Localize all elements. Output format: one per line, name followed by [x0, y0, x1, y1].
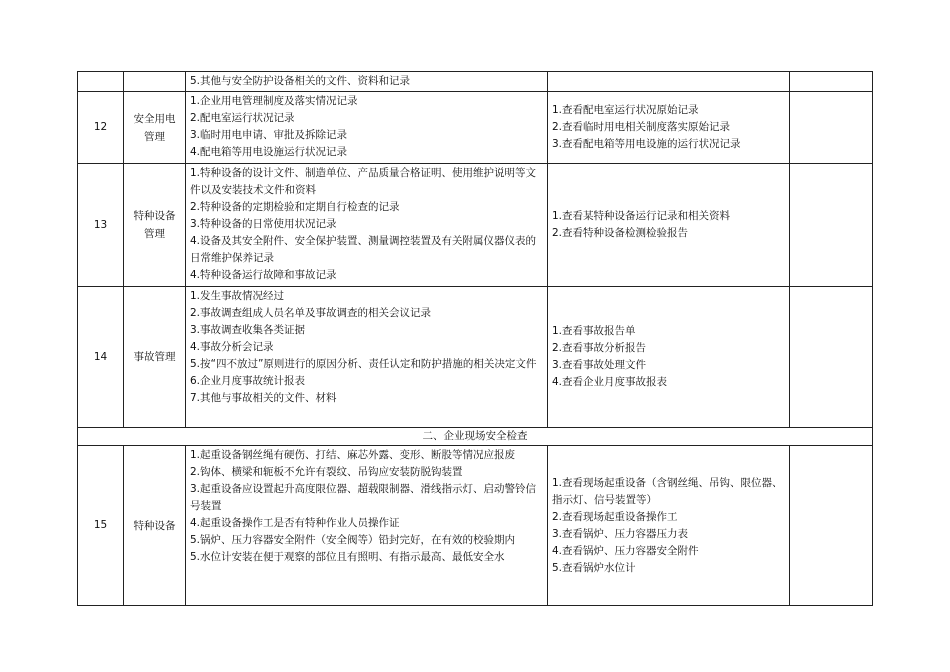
check-item: 6.企业月度事故统计报表 [190, 375, 306, 387]
check-method: 1.查看某特种设备运行记录和相关资料 [552, 210, 731, 222]
row-category [124, 92, 186, 164]
table-row [78, 287, 873, 428]
check-items [186, 164, 548, 287]
check-method: 4.查看企业月度事故报表 [552, 376, 668, 388]
check-item: 2.配电室运行状况记录 [190, 112, 295, 124]
inspection-table [77, 71, 873, 606]
check-items [186, 72, 548, 92]
check-items [186, 446, 548, 606]
row-category: 特种设备 [124, 446, 186, 606]
check-items [186, 92, 548, 164]
category-line: 管理 [144, 130, 165, 143]
check-item: 4.特种设备运行故障和事故记录 [190, 269, 337, 281]
check-items [186, 287, 548, 428]
check-method: 2.查看事故分析报告 [552, 342, 647, 354]
check-item: 1.特种设备的设计文件、制造单位、产品质量合格证明、使用维护说明等文件以及安装技术文件和资料 [190, 167, 537, 196]
check-item: 3.起重设备应设置起升高度限位器、超载限制器、滑线指示灯、启动警铃信号装置 [190, 483, 537, 512]
remarks-cell [790, 72, 873, 92]
check-methods [548, 446, 790, 606]
check-item: 1.发生事故情况经过 [190, 290, 285, 302]
check-item: 3.事故调查收集各类证据 [190, 324, 306, 336]
remarks-cell [790, 446, 873, 606]
check-method: 3.查看锅炉、压力容器压力表 [552, 527, 689, 540]
check-item: 5.锅炉、压力容器安全附件（安全阀等）铅封完好，在有效的校验期内 [190, 534, 516, 546]
section-title: 二、企业现场安全检查 [78, 428, 873, 446]
check-item: 3.临时用电申请、审批及拆除记录 [190, 129, 348, 141]
check-method: 4.查看锅炉、压力容器安全附件 [552, 544, 699, 557]
row-number: 13 [78, 164, 124, 287]
section-row [78, 428, 873, 446]
check-method: 3.查看配电箱等用电设施的运行状况记录 [552, 138, 741, 150]
remarks-cell [790, 287, 873, 428]
check-item: 1.起重设备钢丝绳有硬伤、打结、麻芯外露、变形、断股等情况应报废 [190, 449, 516, 461]
check-item: 5.水位计安装在便于观察的部位且有照明、有指示最高、最低安全水 [190, 551, 505, 563]
check-item: 3.特种设备的日常使用状况记录 [190, 218, 337, 230]
check-method: 1.查看事故报告单 [552, 325, 636, 337]
category-line: 安全用电 [133, 112, 176, 125]
row-category: 事故管理 [124, 287, 186, 428]
check-item: 5.按“四不放过”原则进行的原因分析、责任认定和防护措施的相关决定文件 [190, 358, 537, 370]
check-method: 2.查看临时用电相关制度落实原始记录 [552, 121, 731, 133]
row-number: 15 [78, 446, 124, 606]
check-item: 4.起重设备操作工是否有特种作业人员操作证 [190, 517, 400, 529]
row-category [124, 72, 186, 92]
table-row [78, 446, 873, 606]
check-item: 5.其他与安全防护设备相关的文件、资料和记录 [190, 75, 411, 87]
check-item: 7.其他与事故相关的文件、材料 [190, 392, 337, 404]
check-item: 1.企业用电管理制度及落实情况记录 [190, 95, 358, 107]
table-row [78, 92, 873, 164]
check-item: 4.配电箱等用电设施运行状况记录 [190, 146, 348, 158]
category-line: 特种设备 [133, 210, 176, 222]
category-line: 管理 [144, 228, 165, 240]
row-number: 12 [78, 92, 124, 164]
check-method: 2.查看特种设备检测检验报告 [552, 227, 689, 239]
check-methods [548, 72, 790, 92]
check-item: 2.钩体、横梁和轭板不允许有裂纹、吊钩应安装防脱钩装置 [190, 466, 463, 478]
row-number: 14 [78, 287, 124, 428]
check-method: 1.查看现场起重设备（含钢丝绳、吊钩、限位器、指示灯、信号装置等） [552, 476, 783, 506]
check-methods [548, 287, 790, 428]
check-methods [548, 92, 790, 164]
check-item: 2.事故调查组成人员名单及事故调查的相关会议记录 [190, 307, 432, 319]
table-row [78, 164, 873, 287]
row-number [78, 72, 124, 92]
check-method: 3.查看事故处理文件 [552, 359, 647, 371]
row-category [124, 164, 186, 287]
check-item: 4.事故分析会记录 [190, 341, 274, 353]
table-row [78, 72, 873, 92]
check-method: 2.查看现场起重设备操作工 [552, 510, 678, 523]
check-method: 5.查看锅炉水位计 [552, 561, 636, 574]
remarks-cell [790, 92, 873, 164]
check-methods [548, 164, 790, 287]
remarks-cell [790, 164, 873, 287]
check-item: 2.特种设备的定期检验和定期自行检查的记录 [190, 201, 400, 213]
check-method: 1.查看配电室运行状况原始记录 [552, 104, 699, 116]
check-item: 4.设备及其安全附件、安全保护装置、测量调控装置及有关附属仪器仪表的日常维护保养记录 [190, 235, 537, 264]
